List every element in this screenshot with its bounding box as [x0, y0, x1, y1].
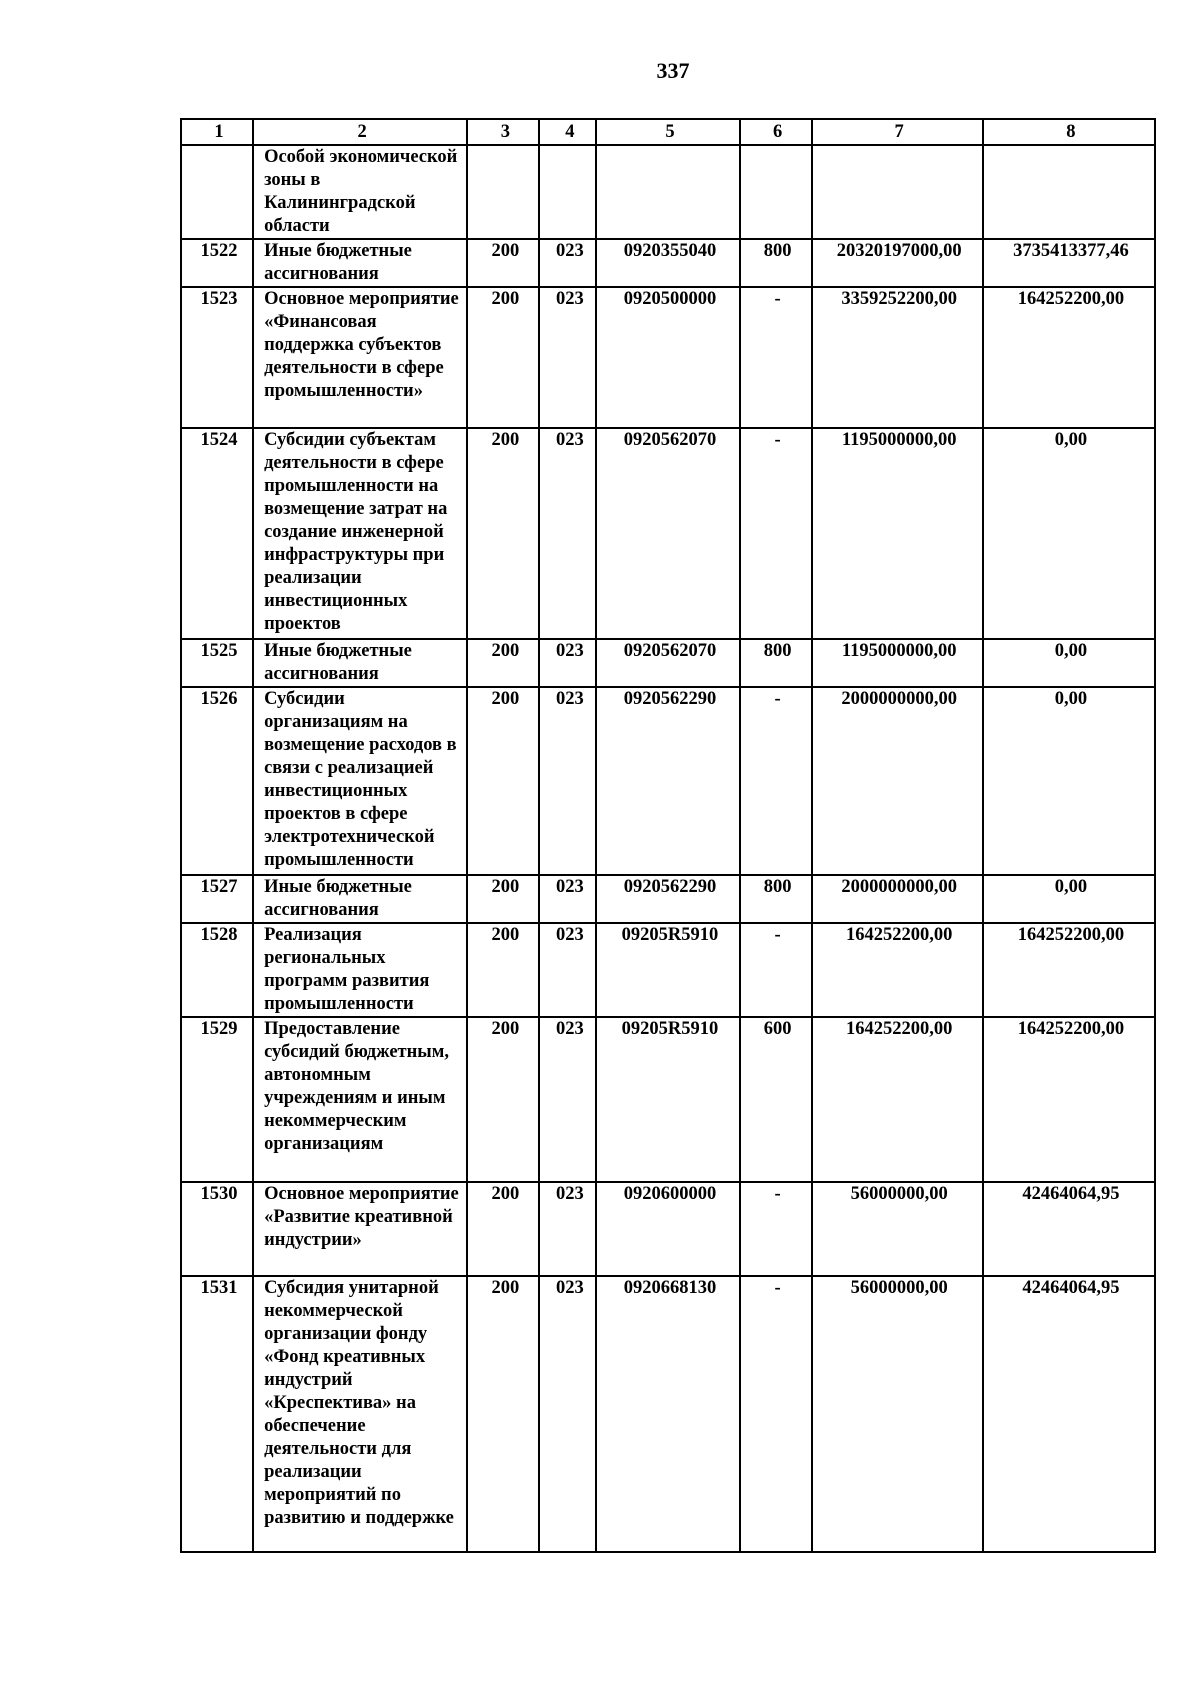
- header-cell-1: 1: [181, 119, 253, 145]
- row-sum-col8: 164252200,00: [983, 1017, 1155, 1182]
- row-col4: 023: [539, 287, 596, 428]
- row-number: 1523: [181, 287, 253, 428]
- row-sum-col8: 0,00: [983, 875, 1155, 923]
- row-col3: [467, 145, 539, 239]
- row-name: Реализация региональных программ развития промышленности: [253, 923, 467, 1017]
- row-number: 1524: [181, 428, 253, 639]
- row-number: 1522: [181, 239, 253, 287]
- row-sum-col7: 2000000000,00: [812, 875, 983, 923]
- row-name: Основное мероприятие «Развитие креативной индустрии»: [253, 1182, 467, 1276]
- row-type: 600: [740, 1017, 812, 1182]
- row-name: Иные бюджетные ассигнования: [253, 639, 467, 687]
- table-row: [181, 1276, 1155, 1552]
- row-col3: 200: [467, 639, 539, 687]
- header-cell-2: 2: [253, 119, 467, 145]
- row-type: 800: [740, 239, 812, 287]
- row-sum-col8: 3735413377,46: [983, 239, 1155, 287]
- header-cell-4: 4: [539, 119, 596, 145]
- row-number: 1528: [181, 923, 253, 1017]
- row-col4: [539, 145, 596, 239]
- row-col3: 200: [467, 287, 539, 428]
- row-col3: 200: [467, 239, 539, 287]
- row-sum-col7: 164252200,00: [812, 923, 983, 1017]
- row-code: 09205R5910: [596, 1017, 739, 1182]
- row-number: 1530: [181, 1182, 253, 1276]
- row-code: 0920355040: [596, 239, 739, 287]
- row-type: -: [740, 287, 812, 428]
- header-cell-7: 7: [812, 119, 983, 145]
- row-type: -: [740, 428, 812, 639]
- row-col4: 023: [539, 239, 596, 287]
- row-type: -: [740, 1182, 812, 1276]
- row-code: [596, 145, 739, 239]
- row-name: Иные бюджетные ассигнования: [253, 875, 467, 923]
- table-row: [181, 428, 1155, 639]
- row-col4: 023: [539, 1017, 596, 1182]
- row-code: 0920562290: [596, 875, 739, 923]
- row-col4: 023: [539, 687, 596, 875]
- row-number: [181, 145, 253, 239]
- header-row: [181, 119, 1155, 145]
- row-type: 800: [740, 875, 812, 923]
- row-col3: 200: [467, 923, 539, 1017]
- table-row: [181, 639, 1155, 687]
- header-cell-5: 5: [596, 119, 739, 145]
- table-row: [181, 1182, 1155, 1276]
- row-code: 0920562290: [596, 687, 739, 875]
- page-number: 337: [656, 58, 690, 83]
- budget-table: [180, 118, 1156, 1553]
- row-sum-col8: 0,00: [983, 639, 1155, 687]
- row-sum-col7: 2000000000,00: [812, 687, 983, 875]
- row-col3: 200: [467, 428, 539, 639]
- row-code: 0920668130: [596, 1276, 739, 1552]
- table-row: [181, 923, 1155, 1017]
- row-number: 1529: [181, 1017, 253, 1182]
- row-sum-col7: 164252200,00: [812, 1017, 983, 1182]
- row-sum-col7: 3359252200,00: [812, 287, 983, 428]
- row-col3: 200: [467, 1276, 539, 1552]
- row-type: 800: [740, 639, 812, 687]
- row-col4: 023: [539, 1276, 596, 1552]
- row-code: 0920562070: [596, 639, 739, 687]
- row-col3: 200: [467, 1182, 539, 1276]
- row-sum-col7: 1195000000,00: [812, 639, 983, 687]
- row-name: Иные бюджетные ассигнования: [253, 239, 467, 287]
- row-col4: 023: [539, 1182, 596, 1276]
- row-type: -: [740, 1276, 812, 1552]
- row-name: Особой экономической зоны в Калининградской области: [253, 145, 467, 239]
- row-type: -: [740, 923, 812, 1017]
- row-name: Основное мероприятие «Финансовая поддержка субъектов деятельности в сфере промышленности»: [253, 287, 467, 428]
- row-col3: 200: [467, 1017, 539, 1182]
- row-sum-col8: 0,00: [983, 687, 1155, 875]
- row-code: 09205R5910: [596, 923, 739, 1017]
- row-sum-col8: 164252200,00: [983, 923, 1155, 1017]
- row-name: Субсидия унитарной некоммерческой организации фонду «Фонд креативных индустрий «Креспектива» на обеспечение деятельности для реализации мероприятий по развитию и поддержке: [253, 1276, 467, 1552]
- row-sum-col7: 56000000,00: [812, 1276, 983, 1552]
- row-sum-col8: 42464064,95: [983, 1276, 1155, 1552]
- table-row: [181, 287, 1155, 428]
- row-col4: 023: [539, 923, 596, 1017]
- table-row: [181, 239, 1155, 287]
- row-col4: 023: [539, 639, 596, 687]
- row-number: 1526: [181, 687, 253, 875]
- row-sum-col8: 0,00: [983, 428, 1155, 639]
- table-row: [181, 875, 1155, 923]
- row-sum-col8: 164252200,00: [983, 287, 1155, 428]
- row-col4: 023: [539, 875, 596, 923]
- table-row: [181, 1017, 1155, 1182]
- header-cell-3: 3: [467, 119, 539, 145]
- row-code: 0920562070: [596, 428, 739, 639]
- row-name: Субсидии субъектам деятельности в сфере промышленности на возмещение затрат на создание инженерной инфраструктуры при реализации инвестиционных проектов: [253, 428, 467, 639]
- row-sum-col7: [812, 145, 983, 239]
- row-sum-col8: 42464064,95: [983, 1182, 1155, 1276]
- row-col3: 200: [467, 875, 539, 923]
- row-col3: 200: [467, 687, 539, 875]
- row-sum-col7: 1195000000,00: [812, 428, 983, 639]
- row-sum-col8: [983, 145, 1155, 239]
- row-number: 1525: [181, 639, 253, 687]
- row-code: 0920600000: [596, 1182, 739, 1276]
- row-col4: 023: [539, 428, 596, 639]
- row-number: 1531: [181, 1276, 253, 1552]
- row-code: 0920500000: [596, 287, 739, 428]
- row-name: Субсидии организациям на возмещение расходов в связи с реализацией инвестиционных проектов в сфере электротехнической промышленности: [253, 687, 467, 875]
- row-sum-col7: 20320197000,00: [812, 239, 983, 287]
- table-row: [181, 687, 1155, 875]
- header-cell-6: 6: [740, 119, 812, 145]
- table-row: [181, 145, 1155, 239]
- row-name: Предоставление субсидий бюджетным, автономным учреждениям и иным некоммерческим организациям: [253, 1017, 467, 1182]
- row-type: -: [740, 687, 812, 875]
- row-type: [740, 145, 812, 239]
- header-cell-8: 8: [983, 119, 1155, 145]
- row-number: 1527: [181, 875, 253, 923]
- row-sum-col7: 56000000,00: [812, 1182, 983, 1276]
